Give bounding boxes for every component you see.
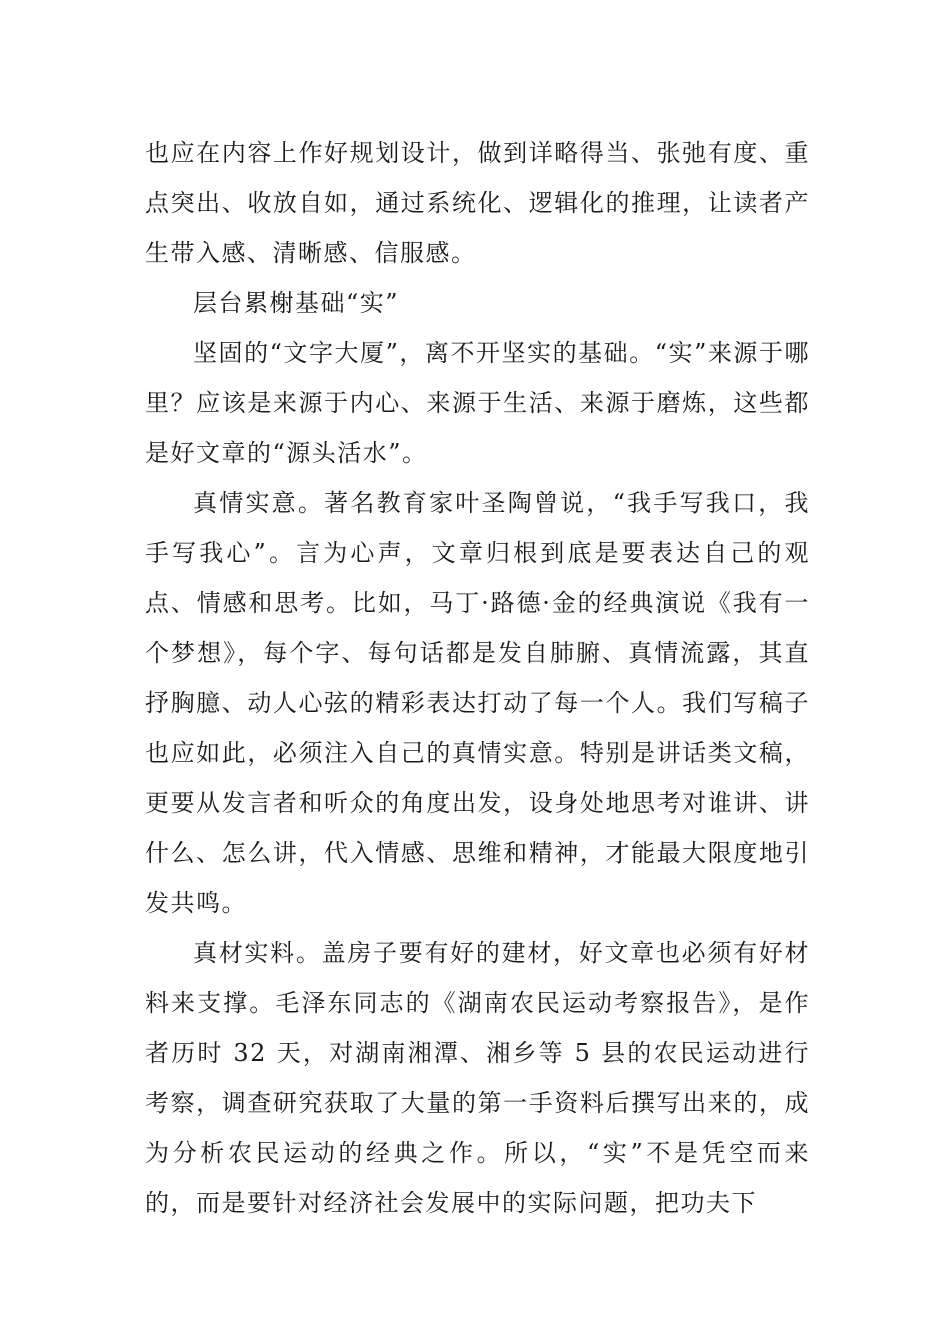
- paragraph-materials: 真材实料。盖房子要有好的建材，好文章也必须有好材料来支撑。毛泽东同志的《湖南农民运动考察报告》，是作者历时 32 天，对湖南湘潭、湘乡等 5 县的农民运动进行考察，调查研究获取了大量的第一手资料后撰写出来的，成为分析农民运动的经典之作。所以，“实”不是凭空而来的，而是要针对经济社会发展中的实际问题，把功夫下: [145, 939, 810, 1217]
- section-heading: 层台累榭基础“实”: [193, 289, 400, 317]
- paragraph-continuation: 也应在内容上作好规划设计，做到详略得当、张弛有度、重点突出、收放自如，通过系统化、逻辑化的推理，让读者产生带入感、清晰感、信服感。: [145, 139, 810, 267]
- paragraph-foundation: 坚固的“文字大厦”，离不开坚实的基础。“实”来源于哪里？应该是来源于内心、来源于生活、来源于磨炼，这些都是好文章的“源头活水”。: [145, 339, 810, 467]
- document-body: [145, 128, 810, 1228]
- paragraph-sincerity: 真情实意。著名教育家叶圣陶曾说，“我手写我口，我手写我心”。言为心声，文章归根到底是要表达自己的观点、情感和思考。比如，马丁·路德·金的经典演说《我有一个梦想》，每个字、每句话都是发自肺腑、真情流露，其直抒胸臆、动人心弦的精彩表达打动了每一个人。我们写稿子也应如此，必须注入自己的真情实意。特别是讲话类文稿，更要从发言者和听众的角度出发，设身处地思考对谁讲、讲什么、怎么讲，代入情感、思维和精神，才能最大限度地引发共鸣。: [145, 489, 810, 917]
